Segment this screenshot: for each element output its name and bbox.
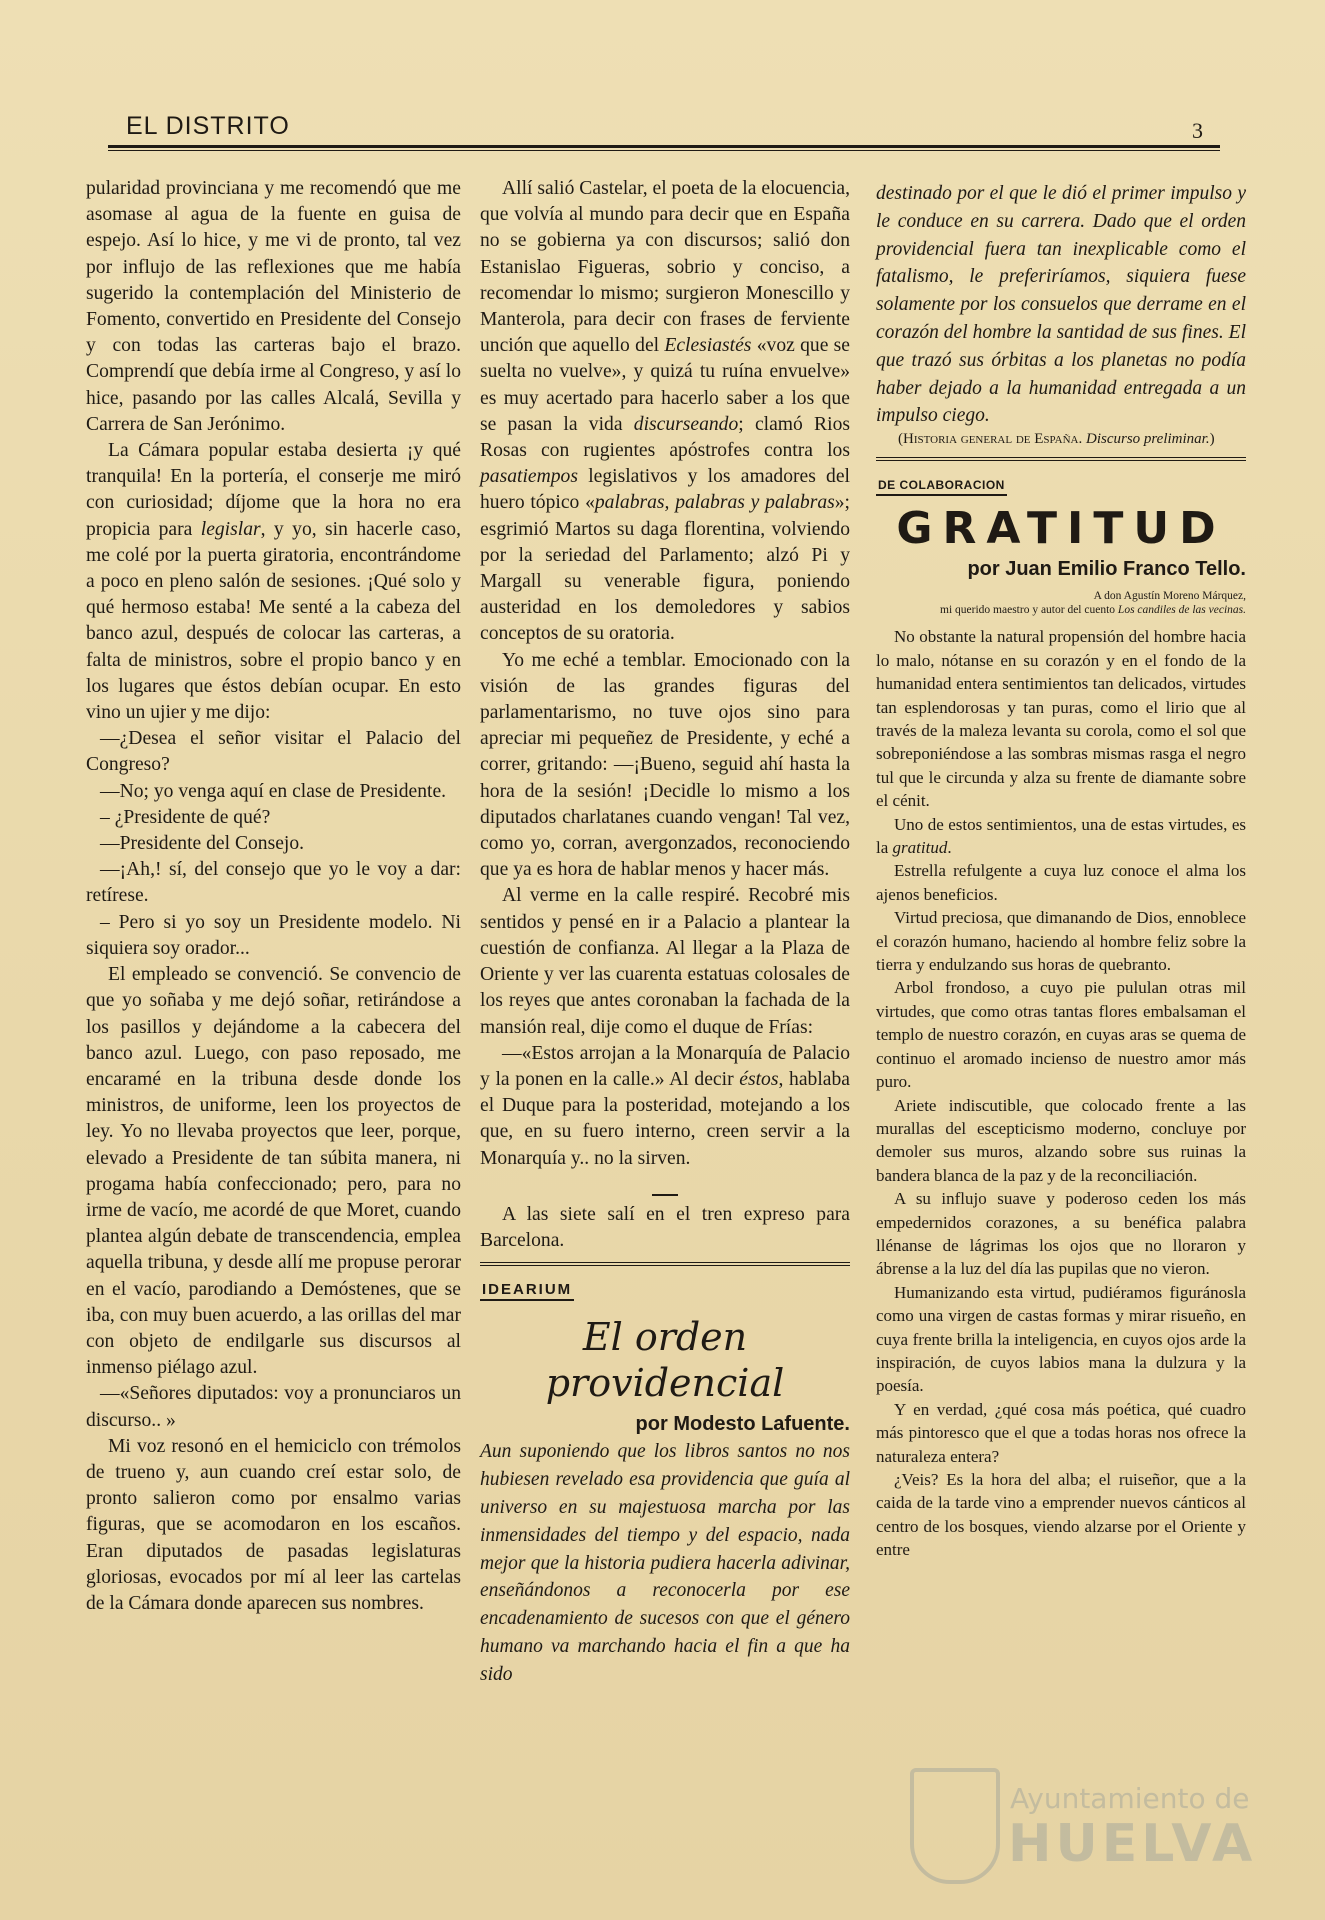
italic-run: gratitud [892, 838, 948, 858]
paragraph: No obstante la natural propensión del hombre hacia lo malo, nótanse en su corazón y en el fondo de la humanidad entera sentimientos tan delicados, virtudes tan esplendorosas y tan puras, como el lirio que al través de la maleza levanta su corola, como el sol que sobreponiéndose a las sombras mismas rasga el negro tul que le circunda y alza su frente de diamante sobre el cénit. [876, 627, 1246, 811]
paragraph: Yo me eché a temblar. Emocionado con la visión de las grandes figuras del parlamentarismo, no tuve ojos sino para apreciar mi pequeñez de Presidente, y eché a correr, gritando: —¡Bueno, seguid ahí hasta la hora de la sesión! ¡Decidle lo mismo a los diputados charlatanes cuando vengan! Tal vez, como yo, corran, avergonzados, reconociendo que ya es hora de hablar menos y hacer más. [480, 649, 850, 881]
paragraph [480, 176, 850, 648]
watermark [910, 1768, 1290, 1878]
column-3 [876, 180, 1246, 1562]
text-run: , hablaba el Duque para la posteridad, motejando a los que, en su fuero interno, creen servir a la Monarquía y.. no la sirven. [480, 1068, 850, 1169]
section-header [480, 1276, 850, 1302]
paragraph: ¿Veis? Es la hora del alba; el ruiseñor, que a la caida de la tarde vino a emprender nuevos cánticos al centro de los bosques, viendo alzarse por el Oriente y entre [876, 1470, 1246, 1560]
paragraph: A las siete salí en el tren expreso para Barcelona. [480, 1203, 850, 1251]
italic-run: Eclesiastés [664, 335, 752, 357]
column-2 [480, 176, 850, 1689]
paragraph [876, 813, 1246, 860]
paragraph: Mi voz resonó en el hemiciclo con trémolos de trueno y, aun cuando creí estar solo, de pronto salieron como por ensalmo varias figuras, que se acomodaron en los escaños. Eran diputados de pasadas legislaturas gloriosas, evocados por mí al leer las cartelas de la Cámara donde aparecen sus nombres. [86, 1435, 461, 1614]
quote-block [480, 1438, 850, 1688]
paragraph [86, 438, 461, 726]
page-number: 3 [1192, 118, 1203, 143]
dialogue-line: —¿Desea el señor visitar el Palacio del Congreso? [86, 728, 461, 776]
italic-run: Discurso preliminar. [1085, 431, 1210, 448]
paragraph: Estrella refulgente a cuya luz conoce el alma los ajenos beneficios. [876, 861, 1246, 904]
column-1 [86, 176, 461, 1617]
newspaper-title: EL DISTRITO [126, 112, 290, 140]
text-run: ) [1209, 431, 1215, 448]
header-rule-thin [108, 150, 1220, 151]
article-title: El orden providencial [545, 1315, 785, 1406]
text-run: Allí salió Castelar, el poeta de la elocuencia, que volvía al mundo para decir que en España no se gobierna ya con discursos; salió don Estanislao Figueras, sobrio y conciso, a recomendar lo mismo; surgieron Monescillo y Manterola, para decir con frases de ferviente unción que aquello del [480, 178, 850, 357]
dialogue-line: – ¿Presidente de qué? [100, 806, 271, 828]
separator-dash [480, 1186, 850, 1196]
text-run: . [947, 838, 952, 858]
source-citation [876, 430, 1246, 449]
text-run: mi querido maestro y autor del cuento [940, 604, 1118, 617]
paragraph: Al verme en la calle respiré. Recobré mis sentidos y pensé en ir a Palacio a plantear la cuestión de confianza. Al llegar a la Plaza de Oriente y ver las cuarenta estatuas colosales de los reyes que antes coronaban la fachada de la mansión real, dije como el duque de Frías: [480, 885, 850, 1038]
paragraph: A su influjo suave y poderoso ceden los más empedernidos corazones, a su benéfica palabra llénanse de lágrimas los ojos que no lloraron y ábrense a la luz del día las pupilas que no vieron. [876, 1189, 1246, 1279]
dialogue-line: —Presidente del Consejo. [100, 833, 305, 855]
italic-run: Los candiles de las vecinas. [1117, 604, 1246, 617]
watermark-line-2: HUELVA [1008, 1814, 1257, 1874]
header-rule [108, 145, 1220, 148]
section-rule [876, 457, 1246, 461]
section-tag: IDEARIUM [480, 1281, 574, 1301]
section-tag: DE COLABORACION [876, 476, 1007, 496]
paragraph: Humanizando esta virtud, pudiéramos figuránosla como una virgen de castas formas y mirar risueño, en cuya frente brilla la inteligencia, en cuyos ojos arde la inspiración, de cuyos labios mana la dulzura y la poesía. [876, 1282, 1246, 1396]
text-run: , y yo, sin hacerle caso, me colé por la puerta giratoria, encontrándome a poco en pleno salón de sesiones. ¡Qué solo y qué hermoso estaba! Me senté a la cabeza del banco azul, después de colocar las carteras, a falta de ministros, sobre el propio banco y en los lugares que éstos debían ocupar. En esto vino un ujier y me dijo: [86, 518, 462, 724]
dialogue-line: —«Señores diputados: voy a pronunciaros un discurso.. » [86, 1383, 461, 1431]
italic-run: palabras, palabras y palabras [594, 492, 835, 514]
dedication-line [876, 603, 1246, 617]
section-rule [480, 1262, 850, 1266]
dialogue-line: —No; yo venga aquí en clase de Presidente. [100, 780, 447, 802]
italic-run: éstos [739, 1068, 779, 1090]
paragraph [480, 1041, 850, 1172]
italic-run: pasatiempos [480, 466, 578, 488]
paragraph: El empleado se convenció. Se convencio de que yo soñaba y me dejó soñar, retirándose a los pasillos y dejándome a la cabecera del banco azul. Luego, con paso reposado, me encaramé en la tribuna desde donde los ministros, de uniforme, leen los proyectos de ley. Yo no llevaba proyectos que leer, porque, elevado a Presidente de tan súbita manera, ni progama había confeccionado; pero, para no irme de vacío, me acordé de que Moret, cuando plantea algún debate de transcendencia, emplea aquella tribuna, y desde allí me propuse perorar en el vacío, parodiando a Demóstenes, que se iba, con muy buen acuerdo, a las orillas del mar con objeto de endilgarle sus discursos al inmenso piélago azul. [86, 964, 461, 1379]
paragraph: Arbol frondoso, a cuyo pie pululan otras mil virtudes, que como otras tantas flores embalsaman el templo de nuestro corazón, en cuyas aras se quema de continuo el aromado incienso de nuestro amor más puro. [876, 978, 1246, 1092]
text-run: Uno de estos sentimientos, una de estas virtudes, es la [876, 814, 1246, 858]
gratitud-body [876, 625, 1246, 1561]
watermark-line-1: Ayuntamiento de [1010, 1782, 1250, 1815]
byline: por Juan Emilio Franco Tello. [967, 558, 1246, 581]
paragraph: pularidad provinciana y me recomendó que me asomase al agua de la fuente en guisa de espejo. Así lo hice, y me vi de pronto, tal vez por influjo de las reflexiones que me había sugerido la contemplación del Ministerio de Fomento, convertido en Presidente del Consejo y con todas las carteras bajo el brazo. Comprendí que debía irme al Congreso, y así lo hice, pasando por las calles Alcalá, Sevilla y Carrera de San Jerónimo. [86, 178, 461, 435]
quote-text: destinado por el que le dió el primer impulso y le conduce en su carrera. Dado que el orden providencial fuera tan inexplicable como el fatalismo, le preferiríamos, siquiera fuese solamente por los consuelos que derrame en el corazón del hombre la santidad de sus fines. El que trazó sus órbitas a los planetas no podía haber dejado a la humanidad entregada a un impulso ciego. [876, 183, 1246, 427]
text-run: legislativos y los amadores del huero tópico « [480, 466, 850, 514]
italic-run: legislar [200, 518, 261, 540]
italic-run: discurseando [633, 413, 739, 435]
dedication [876, 589, 1246, 617]
dedication-line: A don Agustín Moreno Márquez, [1093, 590, 1246, 603]
dialogue-line: – Pero si yo soy un Presidente modelo. Ni siquiera soy orador... [86, 911, 461, 959]
quote-text: Aun suponiendo que los libros santos no nos hubiesen revelado esa providencia que guía al universo en su majestuosa marcha por las inmensidades del tiempo y del espacio, nada mejor que la historia pudiera hacerla adivinar, enseñándonos a reconocerla por ese encadenamiento de sucesos con que el género humano va marchando hacia el fin a que ha sido [480, 1441, 850, 1685]
paragraph: Y en verdad, ¿qué cosa más poética, qué cuadro más pintoresco que el que a todas horas nos ofrece la naturaleza entera? [876, 1399, 1246, 1466]
text-run: ; clamó Rios Rosas con rugientes apóstrofes contra los [480, 413, 850, 462]
paragraph: Ariete indiscutible, que colocado frente a las murallas del escepticismo moderno, concluye por demoler sus muros, alzando sobre sus ruinas la bandera blanca de la paz y de la reconciliación. [876, 1095, 1246, 1185]
text-run: La Cámara popular estaba desierta ¡y qué tranquila! En la portería, el conserje me miró con curiosidad; díjome que la hora no era propicia para [86, 440, 461, 540]
text-run: (Historia general de España. [898, 431, 1086, 448]
text-run: «voz que se suelta no vuelve», y quizá tu ruína envuelve» es muy acertado para hacerlo saber a los que se pasan la vida [480, 335, 850, 435]
text-run: —«Estos arrojan a la Monarquía de Palacio y la ponen en la calle.» Al decir [480, 1042, 850, 1090]
text-run: »; esgrimió Martos su daga florentina, volviendo por la seriedad del Parlamento; alzó Pi y Margall su venerable figura, poniendo austeridad en los demoledores y sabios conceptos de su oratoria. [480, 492, 850, 645]
article-title: GRATITUD [896, 503, 1226, 555]
paragraph: Virtud preciosa, que dimanando de Dios, ennoblece el corazón humano, haciendo al hombre feliz sobre la tierra y endulzando sus horas de quebranto. [876, 908, 1246, 975]
byline: por Modesto Lafuente. [635, 1413, 850, 1436]
quote-block-cont [876, 180, 1246, 430]
dialogue-line: —¡Ah,! sí, del consejo que yo le voy a dar: retírese. [86, 859, 461, 907]
shield-icon [910, 1768, 1000, 1884]
section-header [876, 471, 1246, 497]
